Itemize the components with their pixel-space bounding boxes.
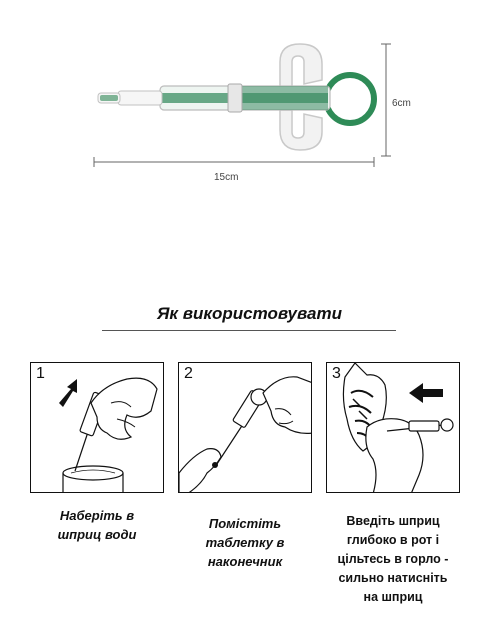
product-image [0, 0, 499, 200]
step-2-number: 2 [184, 365, 193, 382]
arrow-up-icon [59, 379, 77, 407]
length-dimension-label: 15cm [214, 172, 239, 183]
step-1-caption [30, 506, 164, 544]
step-3-caption [318, 512, 468, 607]
step-2-caption [178, 514, 312, 571]
step-1-number: 1 [36, 365, 45, 382]
title-divider [102, 330, 396, 331]
step-2-illustration [179, 363, 312, 493]
step-1-panel [30, 362, 164, 493]
arrow-left-icon [409, 383, 443, 403]
step-3-number: 3 [332, 365, 341, 382]
step-2-caption-line: таблетку в [205, 535, 285, 550]
step-1-caption-line: Наберіть в [59, 508, 135, 523]
step-3-illustration [327, 363, 460, 493]
step-3-caption-line: на шприц [363, 590, 423, 604]
step-3-panel [326, 362, 460, 493]
step-1-caption-line: шприц води [57, 527, 137, 542]
step-2-panel [178, 362, 312, 493]
pill-syringe-illustration [0, 0, 499, 200]
step-3-caption-line: цільтесь в горло - [337, 552, 449, 566]
step-2-caption-line: наконечник [207, 554, 283, 569]
height-dimension-label: 6cm [392, 98, 411, 109]
step-3-caption-line: сильно натисніть [338, 571, 448, 585]
step-1-illustration [31, 363, 164, 493]
step-2-caption-line: Помістіть [208, 516, 282, 531]
howto-title: Як використовувати [157, 304, 342, 323]
step-3-caption-line: глибоко в рот і [346, 533, 440, 547]
step-3-caption-line: Введіть шприц [346, 514, 440, 528]
